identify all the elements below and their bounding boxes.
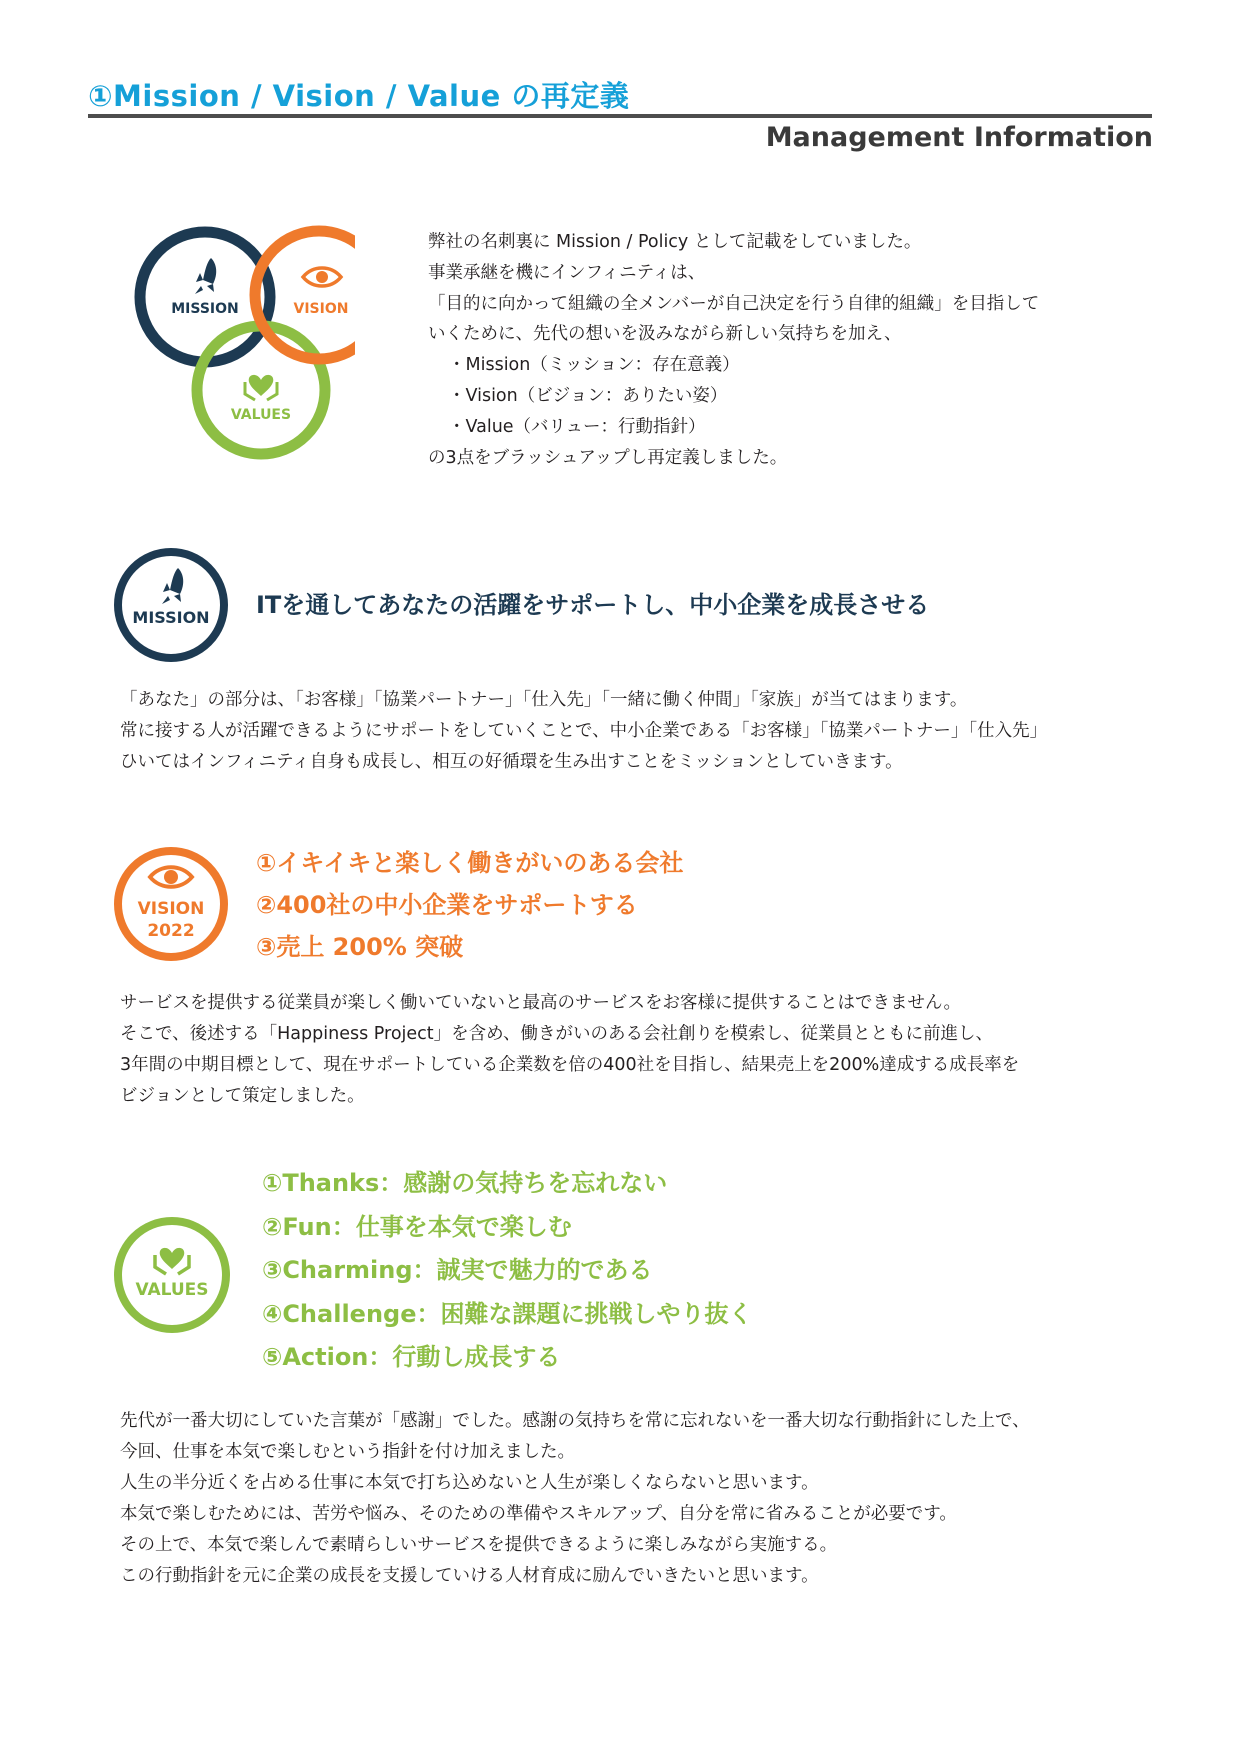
vision-body-line: ビジョンとして策定しました。 [120, 1086, 365, 1106]
values-body-line: 今回、仕事を本気で楽しむという指針を付け加えました。 [120, 1442, 575, 1462]
mission-statement: ITを通してあなたの活躍をサポートし、中小企業を成長させる [256, 591, 930, 619]
values-badge-label: VALUES [135, 1280, 209, 1300]
intro-line: 事業承継を機にインフィニティは、 [428, 262, 706, 283]
values-item: ④Challenge：困難な課題に挑戦しやり抜く [262, 1299, 753, 1328]
mission-badge-label: MISSION [132, 608, 210, 627]
vision-item: ②400社の中小企業をサポートする [256, 891, 638, 919]
values-logo-label: VALUES [230, 407, 292, 423]
values-item: ③Charming：誠実で魅力的である [262, 1256, 653, 1284]
intro-list-item: ・Vision（ビジョン：ありたい姿） [448, 385, 728, 406]
intro-line: いくために、先代の想いを汲みながら新しい気持ちを加え、 [428, 324, 902, 345]
eye-icon [150, 867, 192, 887]
vision-item: ③売上 200% 突破 [256, 933, 464, 961]
intro-paragraph [428, 227, 1039, 473]
values-item: ⑤Action：行動し成長する [262, 1343, 561, 1371]
rocket-icon [162, 568, 183, 604]
heart-hands-icon [245, 375, 277, 400]
page-title: ①Mission / Vision / Value の再定義 [88, 79, 630, 113]
values-body-line: 先代が一番大切にしていた言葉が「感謝」でした。感謝の気持ちを常に忘れないを一番大切な行動指針にした上で、 [120, 1411, 1030, 1431]
vision-body [120, 988, 1019, 1112]
intro-line: の3点をブラッシュアップし再定義しました。 [428, 447, 788, 468]
values-body-line: 人生の半分近くを占める仕事に本気で打ち込めないと人生が楽しくならないと思います。 [120, 1473, 819, 1493]
eye-icon [303, 268, 341, 286]
mission-body-line: ひいてはインフィニティ自身も成長し、相互の好循環を生み出すことをミッションとしていきます。 [120, 752, 903, 772]
intro-list-item: ・Value（バリュー：行動指針） [448, 416, 706, 437]
values-item: ①Thanks：感謝の気持ちを忘れない [262, 1169, 668, 1197]
mission-body-line: 常に接する人が活躍できるようにサポートをしていくことで、中小企業である「お客様」「協業パートナー」「仕入先」 [120, 721, 1048, 741]
page-subtitle: Management Information [765, 122, 1153, 153]
mission-logo-label: MISSION [171, 301, 239, 317]
values-body [120, 1406, 1030, 1592]
vision-body-line: そこで、後述する「Happiness Project」を含め、働きがいのある会社創りを模索し、従業員とともに前進し、 [120, 1024, 993, 1044]
vision-logo-label: VISION [293, 301, 349, 317]
vision-badge [112, 845, 230, 963]
rocket-icon [195, 258, 216, 294]
values-item: ②Fun：仕事を本気で楽しむ [262, 1212, 572, 1241]
vision-badge-year: 2022 [147, 921, 195, 941]
intro-line: 「目的に向かって組織の全メンバーが自己決定を行う自律的組織」を目指して [428, 293, 1040, 314]
values-list [262, 1162, 753, 1380]
mission-body-line: 「あなた」の部分は、「お客様」「協業パートナー」「仕入先」「一緒に働く仲間」「家族」が当てはまります。 [120, 690, 968, 710]
vision-body-line: 3年間の中期目標として、現在サポートしている企業数を倍の400社を目指し、結果売上を200%達成する成長率を [120, 1055, 1020, 1075]
values-badge [112, 1215, 232, 1335]
mission-body [120, 685, 1047, 778]
vision-badge-label: VISION [137, 899, 205, 919]
mvv-circles-logo [125, 222, 355, 472]
mission-badge [112, 546, 230, 664]
intro-line: 弊社の名刺裏に Mission / Policy として記載をしていました。 [428, 232, 922, 252]
heart-hands-icon [155, 1248, 189, 1274]
values-body-line: その上で、本気で楽しんで素晴らしいサービスを提供できるように楽しみながら実施する。 [120, 1535, 838, 1555]
intro-list-item: ・Mission（ミッション：存在意義） [448, 355, 740, 376]
vision-body-line: サービスを提供する従業員が楽しく働いていないと最高のサービスをお客様に提供することはできません。 [120, 993, 962, 1013]
values-body-line: この行動指針を元に企業の成長を支援していける人材育成に励んでいきたいと思います。 [120, 1566, 819, 1586]
values-body-line: 本気で楽しむためには、苦労や悩み、そのための準備やスキルアップ、自分を常に省みることが必要です。 [120, 1504, 957, 1524]
vision-item: ①イキイキと楽しく働きがいのある会社 [256, 849, 684, 877]
title-divider [88, 114, 1152, 118]
vision-list [256, 842, 683, 968]
